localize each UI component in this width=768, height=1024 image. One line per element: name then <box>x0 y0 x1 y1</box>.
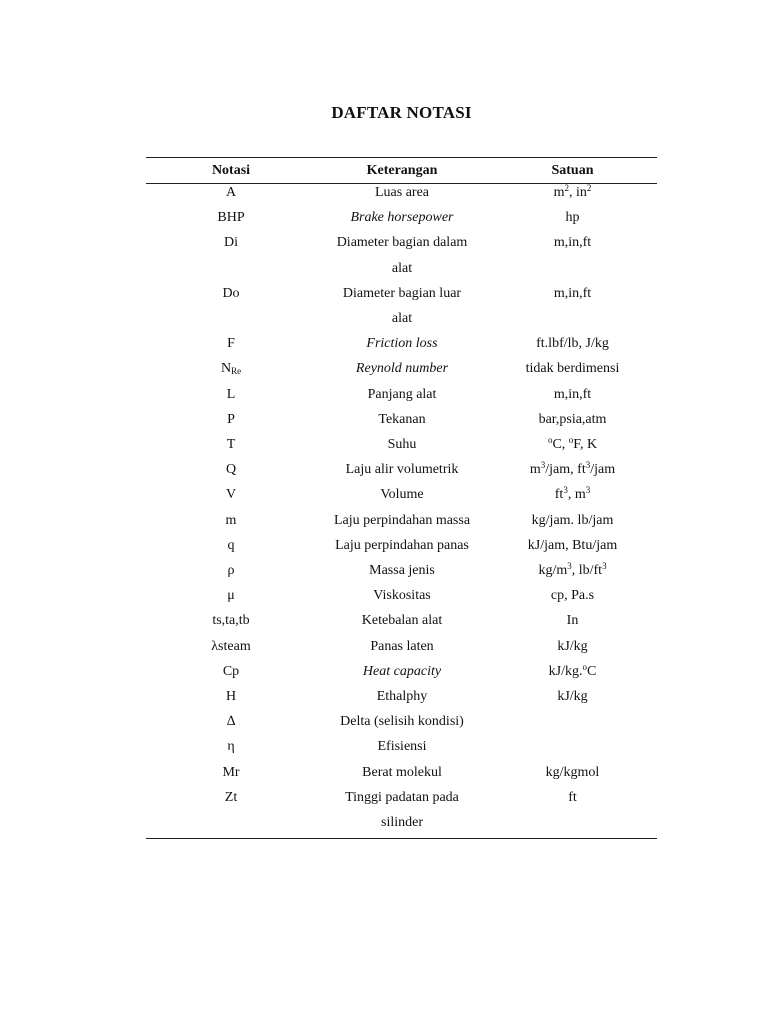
notasi-cell: Mr <box>222 764 240 780</box>
satuan-cell: m,in,ft <box>553 285 592 301</box>
table-row <box>146 785 657 835</box>
table-row <box>146 230 657 280</box>
keterangan-cell: Reynold number <box>355 361 449 377</box>
table-row <box>146 382 657 407</box>
notasi-cell: H <box>225 689 237 705</box>
keterangan-cell: Berat molekul <box>362 764 442 780</box>
notasi-cell: V <box>225 487 237 503</box>
keterangan-cell: Laju perpindahan massa <box>333 512 471 528</box>
satuan-cell: In <box>566 613 579 629</box>
notasi-cell: T <box>226 437 236 453</box>
keterangan-cell: Diameter bagian luar alat <box>342 285 462 327</box>
table-row <box>146 684 657 709</box>
notasi-cell: L <box>226 386 236 402</box>
table-row <box>146 760 657 785</box>
table-row <box>146 482 657 507</box>
notasi-cell: ts,ta,tb <box>212 613 250 629</box>
notasi-cell: Do <box>222 285 240 301</box>
table-row <box>146 734 657 759</box>
keterangan-cell: Luas area <box>374 185 430 200</box>
notasi-cell: F <box>227 336 235 352</box>
table-row <box>146 457 657 482</box>
notasi-cell: Q <box>225 462 237 478</box>
table-row <box>146 331 657 356</box>
satuan-cell: $m^2$, $in^2$ <box>553 183 592 200</box>
notasi-cell: P <box>227 411 235 427</box>
notasi-cell: ρ <box>227 563 235 579</box>
table-row <box>146 407 657 432</box>
satuan-cell: kJ/kg.$^o$C <box>548 661 597 679</box>
satuan-cell <box>488 734 657 759</box>
header-notasi: Notasi <box>211 163 251 178</box>
satuan-cell: ft <box>568 789 577 805</box>
table-row <box>146 558 657 583</box>
keterangan-cell: Panas laten <box>370 638 434 654</box>
table-row <box>146 180 657 205</box>
satuan-cell: ft.lbf/lb, J/kg <box>536 336 609 352</box>
notasi-cell: $N_{Re}$ <box>220 361 242 377</box>
keterangan-cell: Friction loss <box>366 336 438 352</box>
notasi-cell: Cp <box>222 663 240 679</box>
satuan-cell: bar,psia,atm <box>538 411 607 427</box>
table-row <box>146 659 657 684</box>
satuan-cell: hp <box>565 210 580 226</box>
keterangan-cell: Heat capacity <box>362 663 442 679</box>
notasi-cell: BHP <box>217 210 245 226</box>
keterangan-cell: Volume <box>380 487 424 503</box>
keterangan-cell: Ketebalan alat <box>361 613 443 629</box>
satuan-cell: tidak berdimensi <box>525 361 620 377</box>
satuan-cell: $^o$C, $^o$F, K <box>547 435 598 453</box>
table-row <box>146 608 657 633</box>
satuan-cell: m,in,ft <box>553 386 592 402</box>
satuan-cell: $m^3$/jam, $ft^3$/jam <box>529 460 616 478</box>
notasi-cell: m <box>225 512 237 528</box>
satuan-cell: kJ/kg <box>557 689 588 705</box>
keterangan-cell: Massa jenis <box>369 563 435 579</box>
satuan-cell: cp, Pa.s <box>550 588 595 604</box>
notasi-cell: η <box>227 739 235 755</box>
notasi-cell: Di <box>224 235 238 251</box>
satuan-cell: kg/jam. lb/jam <box>531 512 614 528</box>
table-bottom-rule <box>146 838 657 839</box>
table-row <box>146 205 657 230</box>
header-keterangan: Keterangan <box>366 163 438 178</box>
table-row <box>146 634 657 659</box>
satuan-cell: m,in,ft <box>553 235 592 251</box>
table-row <box>146 709 657 734</box>
satuan-cell: kg/kgmol <box>545 764 600 780</box>
notasi-cell: ∆ <box>226 714 236 730</box>
keterangan-cell: Diameter bagian dalam alat <box>336 235 468 276</box>
keterangan-cell: Laju perpindahan panas <box>335 537 469 553</box>
keterangan-cell: Viskositas <box>373 588 431 604</box>
satuan-cell: kJ/jam, Btu/jam <box>527 537 618 553</box>
notation-table-body <box>146 180 657 835</box>
notasi-cell: q <box>227 537 235 553</box>
table-row <box>146 583 657 608</box>
notasi-cell: μ <box>227 588 235 604</box>
keterangan-cell: Laju alir volumetrik <box>345 462 459 478</box>
keterangan-cell: Tinggi padatan pada silinder <box>345 789 459 831</box>
satuan-cell: $kg/m^3$, $lb/ft^3$ <box>538 561 607 579</box>
keterangan-cell: Tekanan <box>378 411 426 427</box>
table-row <box>146 356 657 381</box>
page-title: DAFTAR NOTASI <box>331 103 472 122</box>
header-satuan: Satuan <box>551 163 594 178</box>
table-row <box>146 533 657 558</box>
satuan-cell: kJ/kg <box>557 638 588 654</box>
notasi-cell: A <box>225 185 237 200</box>
keterangan-cell: Suhu <box>387 437 417 453</box>
satuan-cell <box>488 709 657 734</box>
keterangan-cell: Delta (selisih kondisi) <box>340 714 464 730</box>
notasi-cell: Zt <box>224 789 238 805</box>
keterangan-cell: Efisiensi <box>377 739 427 755</box>
notasi-cell: λsteam <box>211 638 251 654</box>
table-row <box>146 281 657 331</box>
table-row <box>146 508 657 533</box>
table-row <box>146 432 657 457</box>
keterangan-cell: Panjang alat <box>367 386 437 402</box>
keterangan-cell: Brake horsepower <box>350 210 454 226</box>
satuan-cell: $ft^3$, $m^3$ <box>554 485 591 503</box>
keterangan-cell: Ethalphy <box>376 689 428 705</box>
